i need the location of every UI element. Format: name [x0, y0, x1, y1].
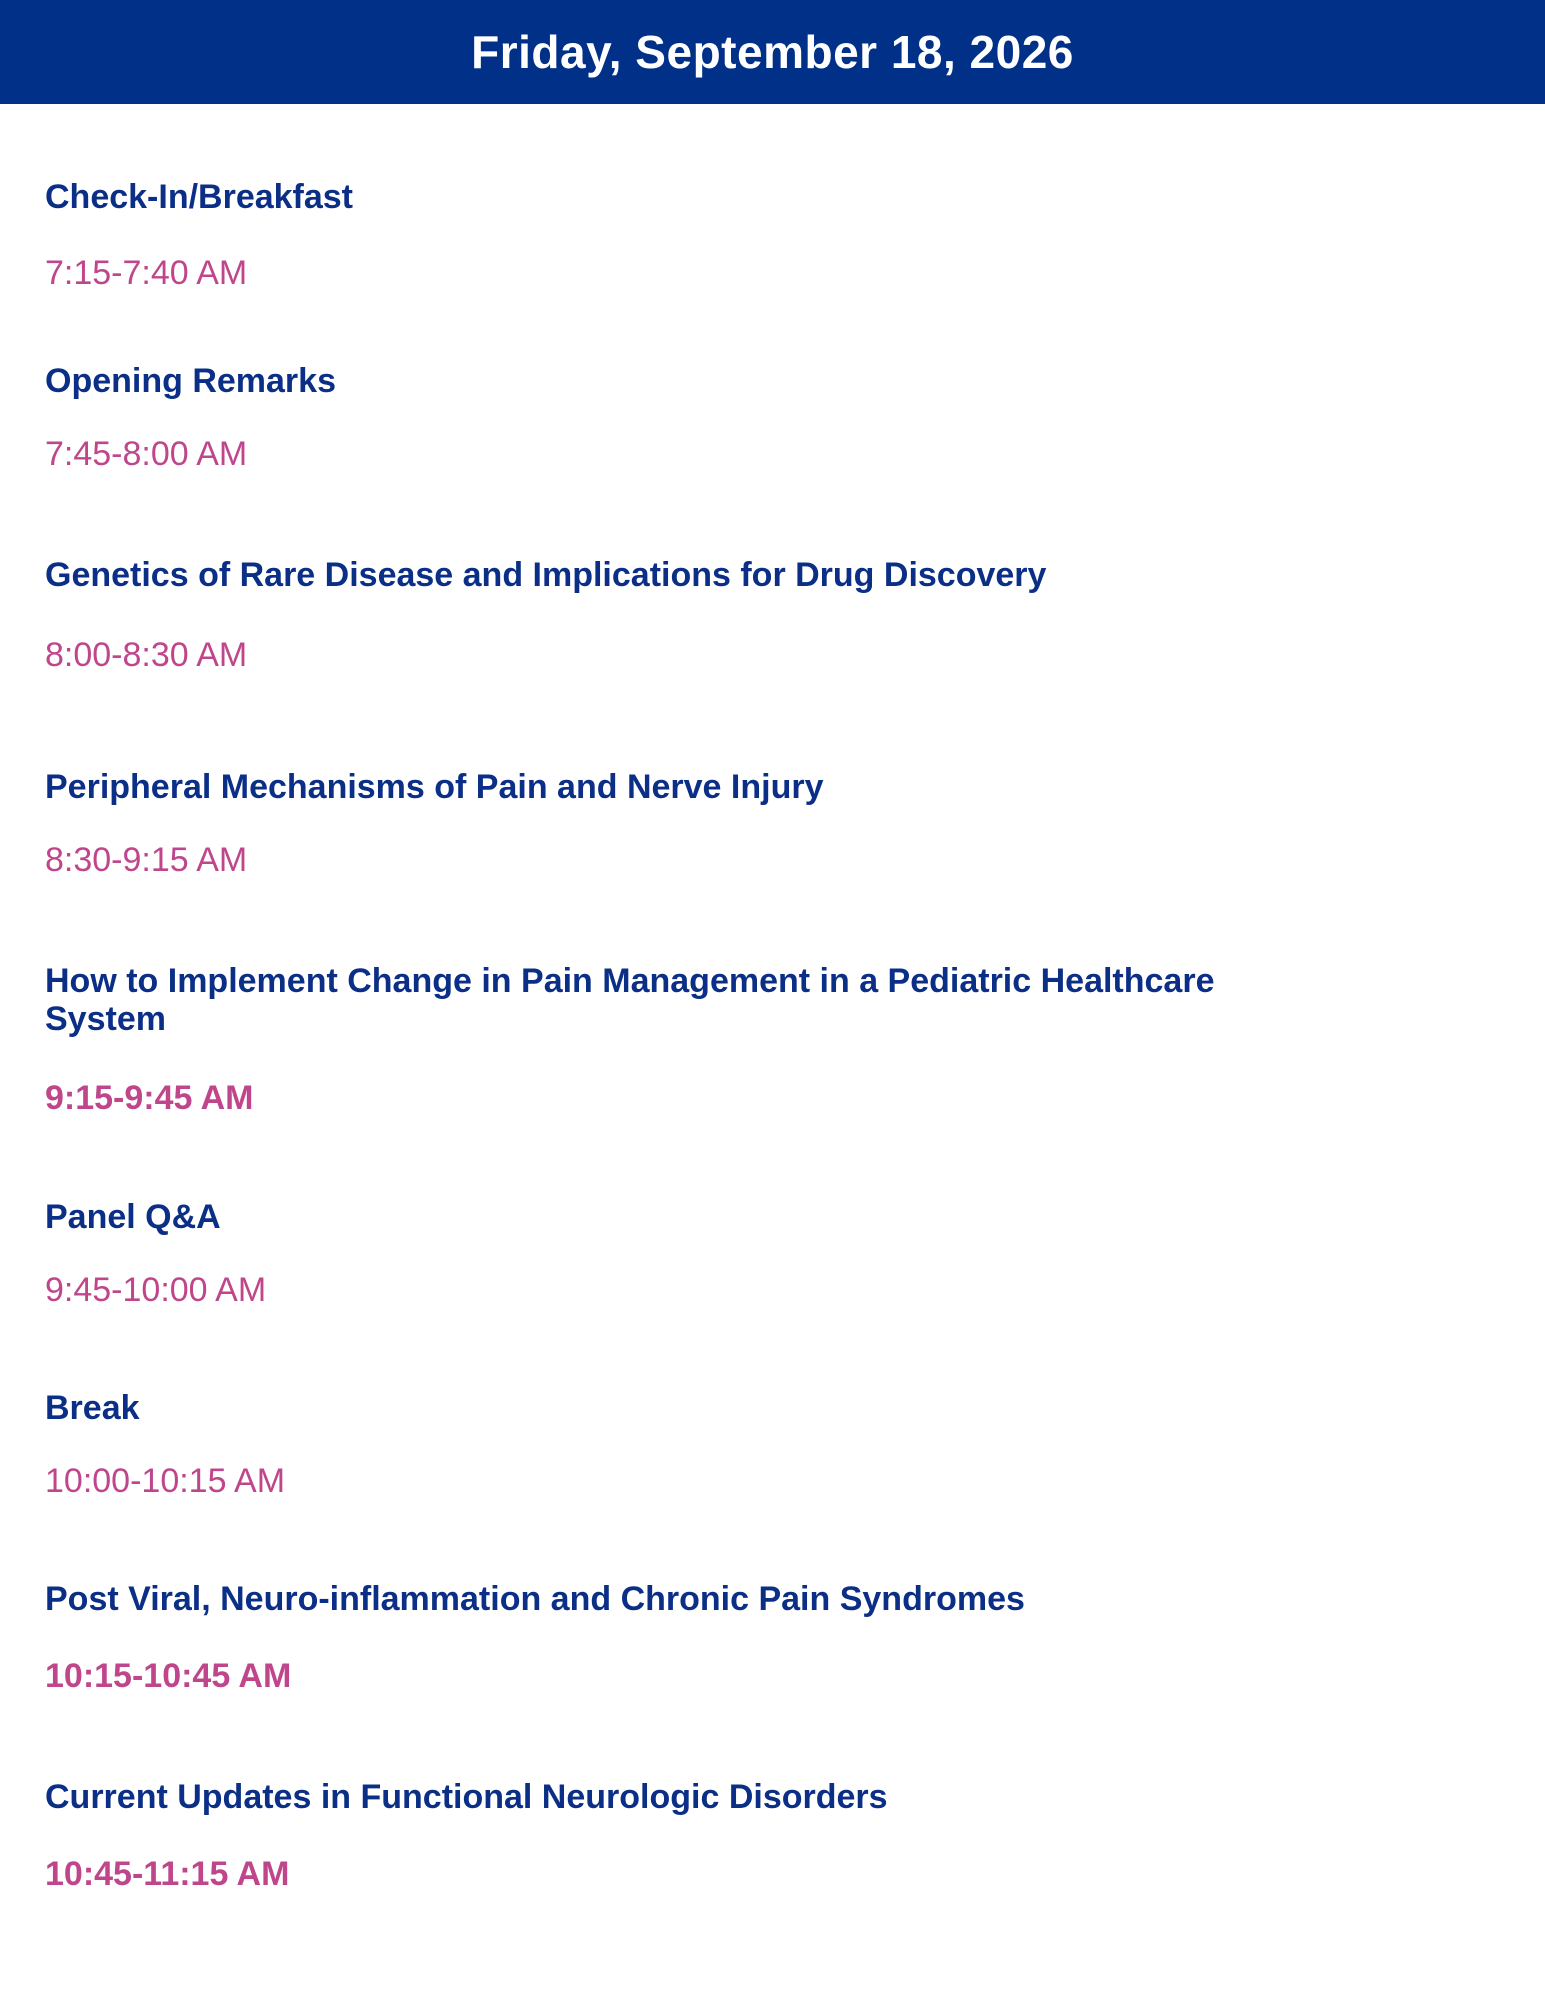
session-time: 8:00-8:30 AM	[45, 636, 248, 674]
session-title: Peripheral Mechanisms of Pain and Nerve Injury	[45, 768, 824, 806]
session-time: 8:30-9:15 AM	[45, 841, 248, 879]
session-title: Panel Q&A	[45, 1198, 221, 1236]
session-time: 9:15-9:45 AM	[45, 1079, 254, 1117]
session-title-line-2: System	[45, 1000, 166, 1038]
session-title: Current Updates in Functional Neurologic Disorders	[45, 1778, 888, 1816]
session-title: Opening Remarks	[45, 362, 336, 400]
session-time: 7:45-8:00 AM	[45, 435, 248, 473]
session-title-line-1: How to Implement Change in Pain Management in a Pediatric Healthcare	[45, 962, 1215, 1000]
session-title: Break	[45, 1389, 140, 1427]
session-title: Genetics of Rare Disease and Implications for Drug Discovery	[45, 556, 1047, 594]
session-title: Post Viral, Neuro-inflammation and Chronic Pain Syndromes	[45, 1580, 1025, 1618]
session-time: 10:45-11:15 AM	[45, 1855, 290, 1893]
session-title: Check-In/Breakfast	[45, 178, 354, 216]
session-time: 7:15-7:40 AM	[45, 254, 248, 292]
session-time: 10:00-10:15 AM	[45, 1462, 286, 1500]
session-time: 10:15-10:45 AM	[45, 1657, 292, 1695]
date-title: Friday, September 18, 2026	[471, 26, 1074, 78]
session-time: 9:45-10:00 AM	[45, 1271, 267, 1309]
date-header	[0, 0, 1545, 104]
